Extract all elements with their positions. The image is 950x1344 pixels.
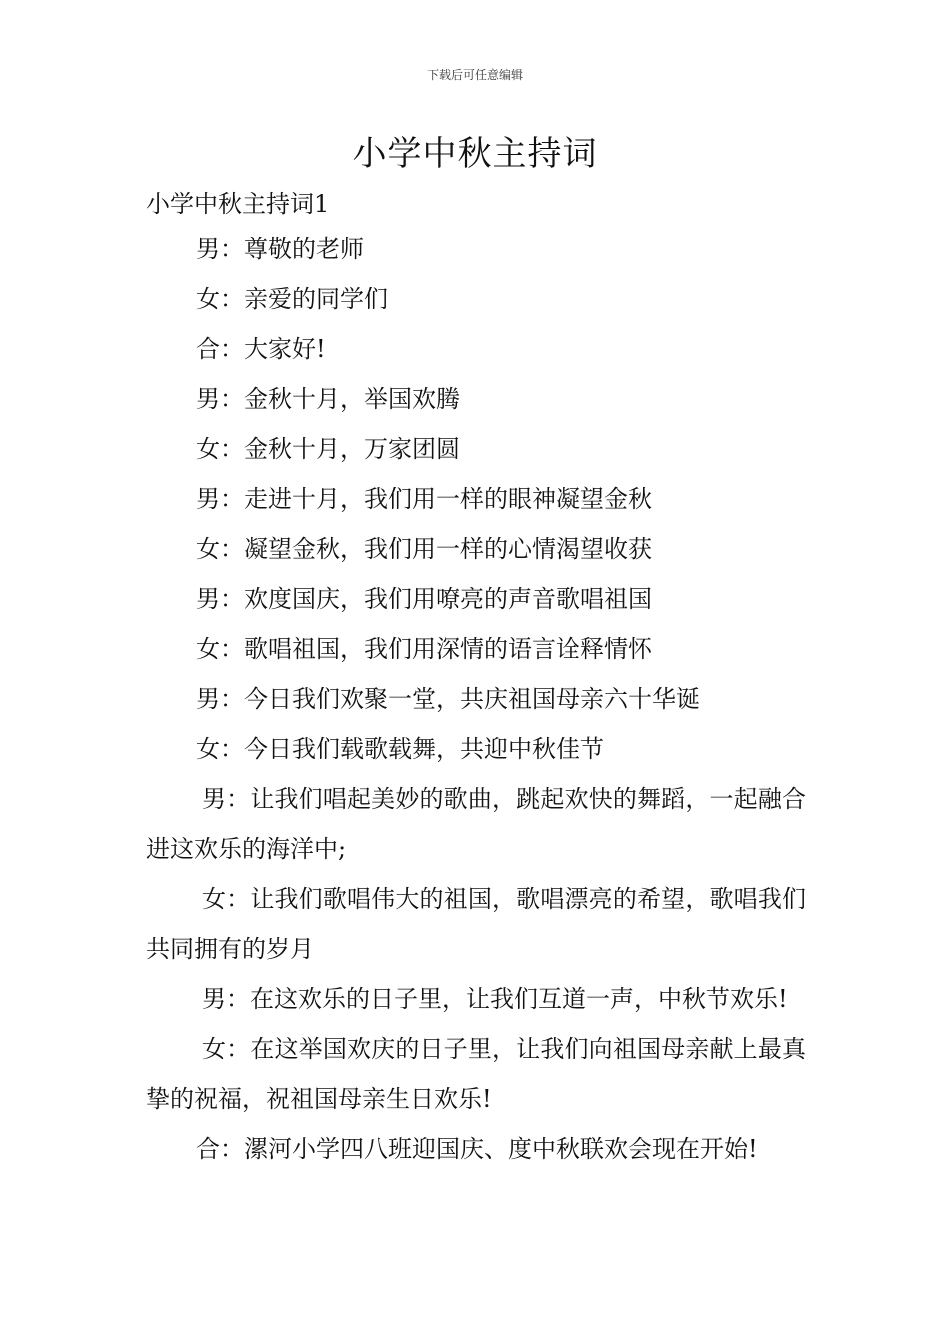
paragraph: 合：大家好! [196,335,326,363]
paragraph: 女：今日我们载歌载舞，共迎中秋佳节 [196,735,604,763]
paragraph: 女：金秋十月，万家团圆 [196,435,460,463]
paragraph: 男：欢度国庆，我们用嘹亮的声音歌唱祖国 [196,585,652,613]
paragraph: 女：在这举国欢庆的日子里，让我们向祖国母亲献上最真挚的祝福，祝祖国母亲生日欢乐! [146,1035,806,1113]
paragraph: 男：金秋十月，举国欢腾 [196,385,460,413]
paragraph: 合：漯河小学四八班迎国庆、度中秋联欢会现在开始! [196,1135,758,1163]
paragraph: 男：今日我们欢聚一堂，共庆祖国母亲六十华诞 [196,685,700,713]
paragraph: 男：让我们唱起美妙的歌曲，跳起欢快的舞蹈，一起融合进这欢乐的海洋中; [146,785,806,863]
paragraph: 女：亲爱的同学们 [196,285,388,313]
document-body [146,224,806,1174]
section-title: 小学中秋主持词1 [146,190,330,218]
paragraph: 男：走进十月，我们用一样的眼神凝望金秋 [196,485,652,513]
page-title: 小学中秋主持词 [352,134,598,174]
paragraph: 女：凝望金秋，我们用一样的心情渴望收获 [196,535,652,563]
paragraph: 男：尊敬的老师 [196,235,364,263]
paragraph: 女：让我们歌唱伟大的祖国，歌唱漂亮的希望，歌唱我们共同拥有的岁月 [146,885,806,963]
header-note: 下载后可任意编辑 [426,68,523,82]
paragraph: 女：歌唱祖国，我们用深情的语言诠释情怀 [196,635,652,663]
paragraph: 男：在这欢乐的日子里，让我们互道一声，中秋节欢乐! [202,985,788,1013]
